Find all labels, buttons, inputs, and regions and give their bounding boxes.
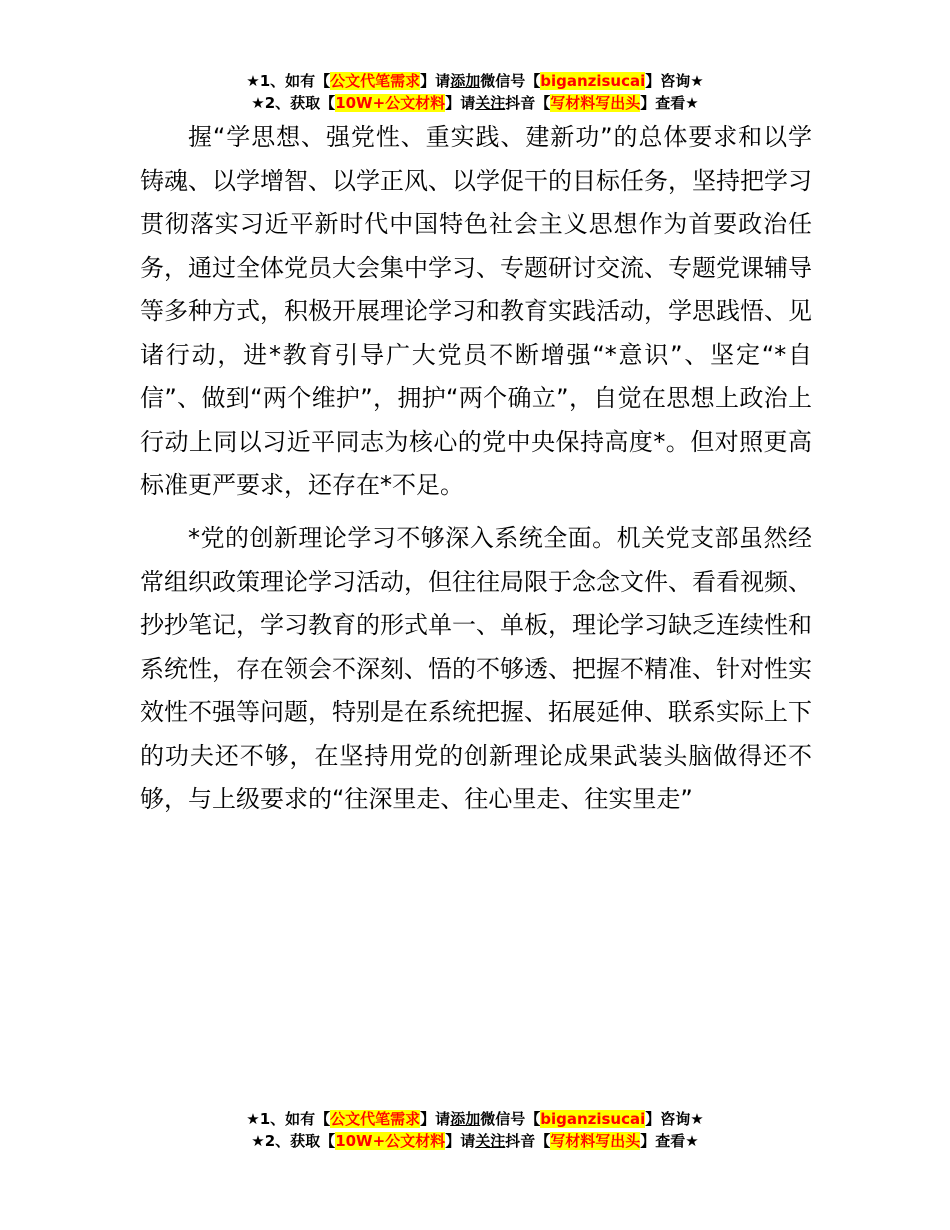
header-promo-banner xyxy=(0,70,950,114)
promo-line-1 xyxy=(0,70,950,92)
promo-line-2 xyxy=(0,92,950,114)
promo-text: 】咨询★ xyxy=(645,72,704,90)
promo-underlined-text: 关注 xyxy=(475,94,506,112)
paragraph-text: 握“学思想、强党性、重实践、建新功”的总体要求和以学铸魂、以学增智、以学正风、以学促干的目标任务，坚持把学习贯彻落实习近平新时代中国特色社会主义思想作为首要政治任务，通过全体党员大会集中学习、专题研讨交流、专题党课辅导等多种方式，积极开展理论学习和教育实践活动，学思践悟、见诸行动，进*教育引导广大党员不断增强“*意识”、坚定“*自信”、做到“两个维护”，拥护“两个确立”，自觉在思想上政治上行动上同以习近平同志为核心的党中央保持高度*。但对照更高标准更严要求，还存在*不足。 xyxy=(140,123,812,499)
highlight-douyin-account: 写材料写出头 xyxy=(550,1132,641,1150)
document-body-paragraph-2 xyxy=(140,517,812,822)
promo-line-2 xyxy=(0,1130,950,1152)
highlight-wechat-id: biganzisucai xyxy=(540,1110,646,1128)
promo-underlined-text: 关注 xyxy=(475,1132,506,1150)
promo-text: 抖音【 xyxy=(505,1132,551,1150)
promo-text: 】查看★ xyxy=(640,1132,699,1150)
promo-text: ★1、如有【 xyxy=(246,1110,331,1128)
highlight-materials: 10W+公文材料 xyxy=(335,1132,446,1150)
highlight-materials: 10W+公文材料 xyxy=(335,94,446,112)
promo-text: 微信号【 xyxy=(480,1110,541,1128)
promo-text: 】咨询★ xyxy=(645,1110,704,1128)
promo-text: ★2、获取【 xyxy=(251,1132,336,1150)
highlight-douyin-account: 写材料写出头 xyxy=(550,94,641,112)
document-body-paragraph-1 xyxy=(140,116,812,508)
promo-text: 】请 xyxy=(420,72,451,90)
promo-text: 】请 xyxy=(445,1132,476,1150)
footer-promo-banner xyxy=(0,1108,950,1152)
promo-text: ★1、如有【 xyxy=(246,72,331,90)
promo-text: 微信号【 xyxy=(480,72,541,90)
promo-underlined-text: 添加 xyxy=(450,72,481,90)
promo-underlined-text: 添加 xyxy=(450,1110,481,1128)
promo-line-1 xyxy=(0,1108,950,1130)
promo-text: 】请 xyxy=(445,94,476,112)
promo-text: 】请 xyxy=(420,1110,451,1128)
promo-text: 抖音【 xyxy=(505,94,551,112)
highlight-service: 公文代笔需求 xyxy=(330,72,421,90)
highlight-service: 公文代笔需求 xyxy=(330,1110,421,1128)
paragraph-text: *党的创新理论学习不够深入系统全面。机关党支部虽然经常组织政策理论学习活动，但往往局限于念念文件、看看视频、抄抄笔记，学习教育的形式单一、单板，理论学习缺乏连续性和系统性，存在领会不深刻、悟的不够透、把握不精准、针对性实效性不强等问题，特别是在系统把握、拓展延伸、联系实际上下的功夫还不够，在坚持用党的创新理论成果武装头脑做得还不够，与上级要求的“往深里走、往心里走、往实里走” xyxy=(140,524,812,813)
promo-text: 】查看★ xyxy=(640,94,699,112)
promo-text: ★2、获取【 xyxy=(251,94,336,112)
highlight-wechat-id: biganzisucai xyxy=(540,72,646,90)
